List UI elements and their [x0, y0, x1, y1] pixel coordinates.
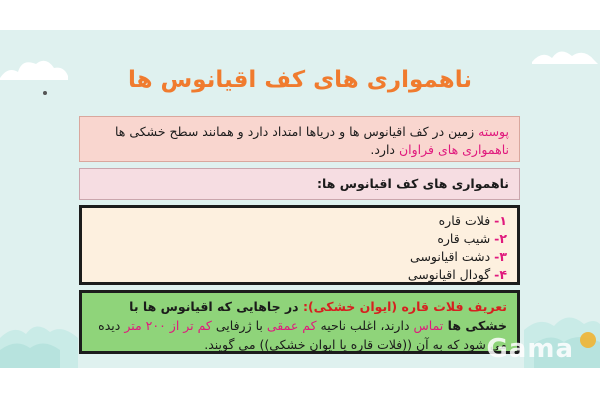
list-item — [92, 230, 507, 248]
definition-highlight-shallow: کم عمقی — [266, 318, 317, 333]
list-item — [92, 266, 507, 284]
list-item — [92, 212, 507, 230]
gama-logo-icon — [580, 332, 596, 348]
definition-box — [79, 290, 520, 354]
definition-text: دیده می شود که به آن ((فلات قاره یا ایوان خشکی)) می گویند. — [98, 318, 507, 352]
wave-decoration-left — [0, 298, 80, 368]
list-item-label: دشت اقیانوسی — [410, 249, 495, 264]
definition-text: در جاهایی که اقیانوس ها با خشکی ها — [129, 299, 507, 333]
list-item-label: فلات قاره — [438, 213, 495, 228]
list-item-label: شیب قاره — [437, 231, 495, 246]
definition-lead: تعریف فلات قاره (ایوان خشکی): — [302, 299, 507, 314]
definition-highlight-contact: تماس — [413, 318, 444, 333]
intro-text-end: دارد. — [370, 142, 399, 157]
definition-highlight-depth: کم تر از ۲۰۰ متر — [124, 318, 212, 333]
definition-text: با ژرفایی — [211, 318, 267, 333]
list-item-number: ۴- — [494, 267, 507, 282]
page-title: ناهمواری های کف اقیانوس ها — [127, 67, 473, 93]
list-heading-box — [79, 168, 520, 200]
intro-box — [79, 116, 520, 162]
definition-text: دارند، اغلب ناحیه — [316, 318, 414, 333]
intro-highlight-crust: پوسته — [478, 124, 509, 139]
intro-highlight-features: ناهمواری های فراوان — [398, 142, 509, 157]
watermark: Gama — [486, 334, 574, 364]
list-heading: ناهمواری های کف اقیانوس ها: — [317, 176, 509, 191]
list-item-label: گودال اقیانوسی — [407, 267, 495, 282]
list-item-number: ۱- — [494, 213, 507, 228]
list-item-number: ۲- — [494, 231, 507, 246]
slide — [0, 30, 600, 368]
features-list — [79, 205, 520, 285]
intro-text: زمین در کف اقیانوس ها و دریاها امتداد دارد و همانند سطح خشکی ها — [114, 124, 479, 139]
list-item-number: ۳- — [494, 249, 507, 264]
list-item — [92, 248, 507, 266]
